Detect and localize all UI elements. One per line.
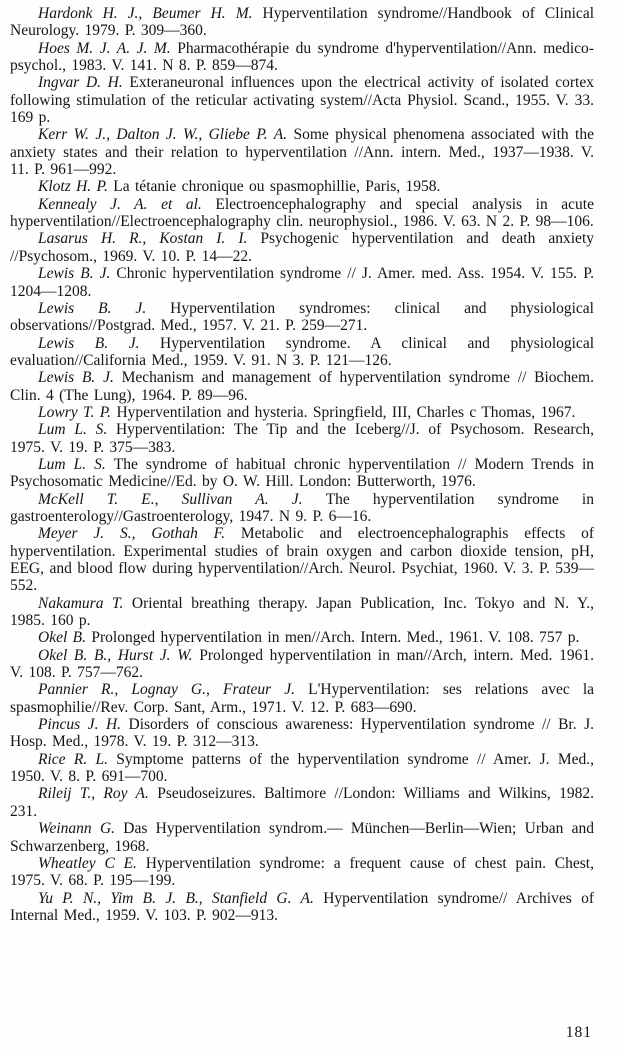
reference-entry — [10, 456, 594, 491]
reference-authors: Rice R. L. — [38, 750, 117, 768]
reference-entry — [10, 785, 594, 820]
reference-authors: Lum L. S. — [38, 455, 114, 473]
reference-entry — [10, 647, 594, 682]
reference-text: Hyperventilation and hysteria. Springfield, III, Charles c Thomas, 1967. — [116, 403, 576, 421]
reference-entry — [10, 5, 594, 40]
reference-authors: Nakamura T. — [38, 594, 132, 612]
reference-entry — [10, 74, 594, 126]
reference-text: Hyperventilation syndrome. A clinical and physiological evaluation//California Med., 1959. V. 91. N 3. P. 121—126. — [10, 334, 595, 369]
reference-entry — [10, 820, 594, 855]
reference-authors: Pannier R., Lognay G., Frateur J. — [38, 681, 309, 699]
reference-entry — [10, 890, 594, 925]
reference-entry — [10, 595, 594, 630]
reference-entry — [10, 716, 594, 751]
page-number: 181 — [565, 1024, 592, 1041]
reference-entry — [10, 126, 594, 178]
reference-entry — [10, 629, 594, 646]
reference-authors: Hardonk H. J., Beumer H. M. — [38, 5, 263, 22]
reference-authors: Rileij T., Roy A. — [38, 785, 158, 803]
reference-text: The syndrome of habitual chronic hyperventilation // Modern Trends in Psychosomatic Medicine//Ed. by O. W. Hill. London: Butterworth, 1976. — [10, 455, 595, 491]
reference-text: Symptome patterns of the hyperventilation syndrome // Amer. J. Med., 1950. V. 8. P. 691—700. — [10, 750, 594, 786]
reference-entry — [10, 369, 594, 404]
reference-text: Das Hyperventilation syndrom.— München—Berlin—Wien; Urban and Schwarzenberg, 1968. — [10, 820, 595, 855]
reference-entry — [10, 751, 594, 786]
reference-text: Pseudoseizures. Baltimore //London: Williams and Wilkins, 1982. 231. — [10, 785, 594, 820]
reference-authors: Kennealy J. A. et al. — [38, 195, 216, 213]
reference-entry — [10, 300, 594, 335]
reference-entry — [10, 855, 594, 890]
reference-text: Chronic hyperventilation syndrome // J. Amer. med. Ass. 1954. V. 155. P. 1204—1208. — [10, 265, 594, 300]
reference-text: Psychogenic hyperventilation and death anxiety //Psychosom., 1969. V. 10. P. 14—22. — [10, 230, 594, 265]
reference-authors: Lasarus H. R., Kostan I. I. — [38, 230, 261, 248]
reference-authors: Ingvar D. H. — [38, 74, 130, 92]
reference-text: Prolonged hyperventilation in men//Arch. Intern. Med., 1961. V. 108. 757 p. — [91, 629, 580, 647]
reference-entry — [10, 335, 594, 370]
reference-entry — [10, 40, 594, 75]
reference-authors: Lewis B. J. — [38, 299, 171, 317]
reference-entry — [10, 525, 594, 594]
reference-authors: Lewis B. J. — [38, 265, 117, 283]
reference-entry — [10, 230, 594, 265]
reference-authors: Yu P. N., Yim B. J. B., Stanfield G. A. — [38, 889, 324, 907]
reference-entry — [10, 178, 594, 195]
reference-entry — [10, 681, 594, 716]
reference-authors: Lewis B. J. — [38, 334, 161, 352]
reference-authors: Hoes M. J. A. J. M. — [38, 39, 178, 57]
reference-authors: Wheatley C E. — [38, 854, 146, 872]
reference-text: Hyperventilation syndrome//Handbook of Clinical Neurology. 1979. P. 309—360. — [10, 5, 594, 40]
reference-text: L'Hyperventilation: ses relations avec la spasmophilie//Rev. Corp. Sant, Arm., 1971. V. 12. P. 683—690. — [10, 681, 594, 716]
reference-authors: Meyer J. S., Gothah F. — [38, 525, 241, 543]
reference-authors: Weinann G. — [38, 820, 124, 838]
reference-authors: McKell T. E., Sullivan A. J. — [38, 490, 326, 508]
reference-text: Electroencephalography and special analysis in acute hyperventilation//Electroencephalography clin. neurophysiol., 1986. V. 63. N 2. P. 98—106. — [10, 195, 594, 231]
reference-authors: Kerr W. J., Dalton J. W., Gliebe P. A. — [38, 126, 294, 144]
reference-authors: Lowry T. P. — [38, 403, 117, 421]
reference-text: Hyperventilation: The Tip and the Iceberg//J. of Psychosom. Research, 1975. V. 19. P. 375—383. — [10, 421, 594, 456]
reference-entry — [10, 491, 594, 526]
reference-text: Some physical phenomena associated with the anxiety states and their relation to hyperventilation //Ann. intern. Med., 1937—1938. V. 11. P. 961—992. — [10, 126, 594, 179]
reference-text: Pharmacothérapie du syndrome d'hyperventilation//Ann. medico-psychol., 1983. V. 141. N 8. P. 859—874. — [10, 39, 594, 75]
reference-text: Prolonged hyperventilation in man//Arch, intern. Med. 1961. V. 108. P. 757—762. — [10, 646, 594, 682]
reference-entry — [10, 265, 594, 300]
reference-text: La tétanie chronique ou spasmophillie, Paris, 1958. — [113, 178, 441, 196]
reference-list — [10, 5, 594, 924]
reference-authors: Pincus J. H. — [38, 716, 129, 734]
reference-text: Disorders of conscious awareness: Hyperventilation syndrome // Br. J. Hosp. Med., 1978. V. 19. P. 312—313. — [10, 716, 595, 751]
reference-entry — [10, 421, 594, 456]
reference-text: Hyperventilation syndrome: a frequent cause of chest pain. Chest, 1975. V. 68. P. 195—199. — [10, 854, 594, 890]
reference-text: Mechanism and management of hyperventilation syndrome // Biochem. Clin. 4 (The Lung), 1964. P. 89—96. — [10, 369, 594, 404]
reference-authors: Lum L. S. — [38, 421, 116, 439]
reference-entry — [10, 404, 594, 421]
reference-text: The hyperventilation syndrome in gastroenterology//Gastroenterology, 1947. N 9. P. 6—16. — [10, 490, 594, 525]
reference-text: Hyperventilation syndrome// Archives of Internal Med., 1959. V. 103. P. 902—913. — [10, 889, 595, 924]
reference-authors: Klotz H. P. — [38, 178, 114, 196]
reference-authors: Okel B. — [38, 629, 92, 647]
reference-text: Hyperventilation syndromes: clinical and physiological observations//Postgrad. Med., 1957. V. 21. P. 259—271. — [10, 299, 594, 335]
reference-text: Exteraneuronal influences upon the electrical activity of isolated cortex following stimulation of the reticular activating system//Acta Physiol. Scand., 1955. V. 33. 169 p. — [10, 74, 594, 127]
reference-entry — [10, 196, 594, 231]
reference-authors: Okel B. B., Hurst J. W. — [38, 646, 200, 664]
reference-text: Oriental breathing therapy. Japan Publication, Inc. Tokyo and N. Y., 1985. 160 p. — [10, 594, 594, 630]
reference-text: Metabolic and electroencephalographis effects of hyperventilation. Experimental studies of brain oxygen and carbon dioxide tension, pH, EEG, and blood flow during hyperventilation//Arch. Neurol. Psychiat, 1960. V. 3. P. 539—552. — [10, 525, 594, 595]
reference-authors: Lewis B. J. — [38, 369, 122, 387]
